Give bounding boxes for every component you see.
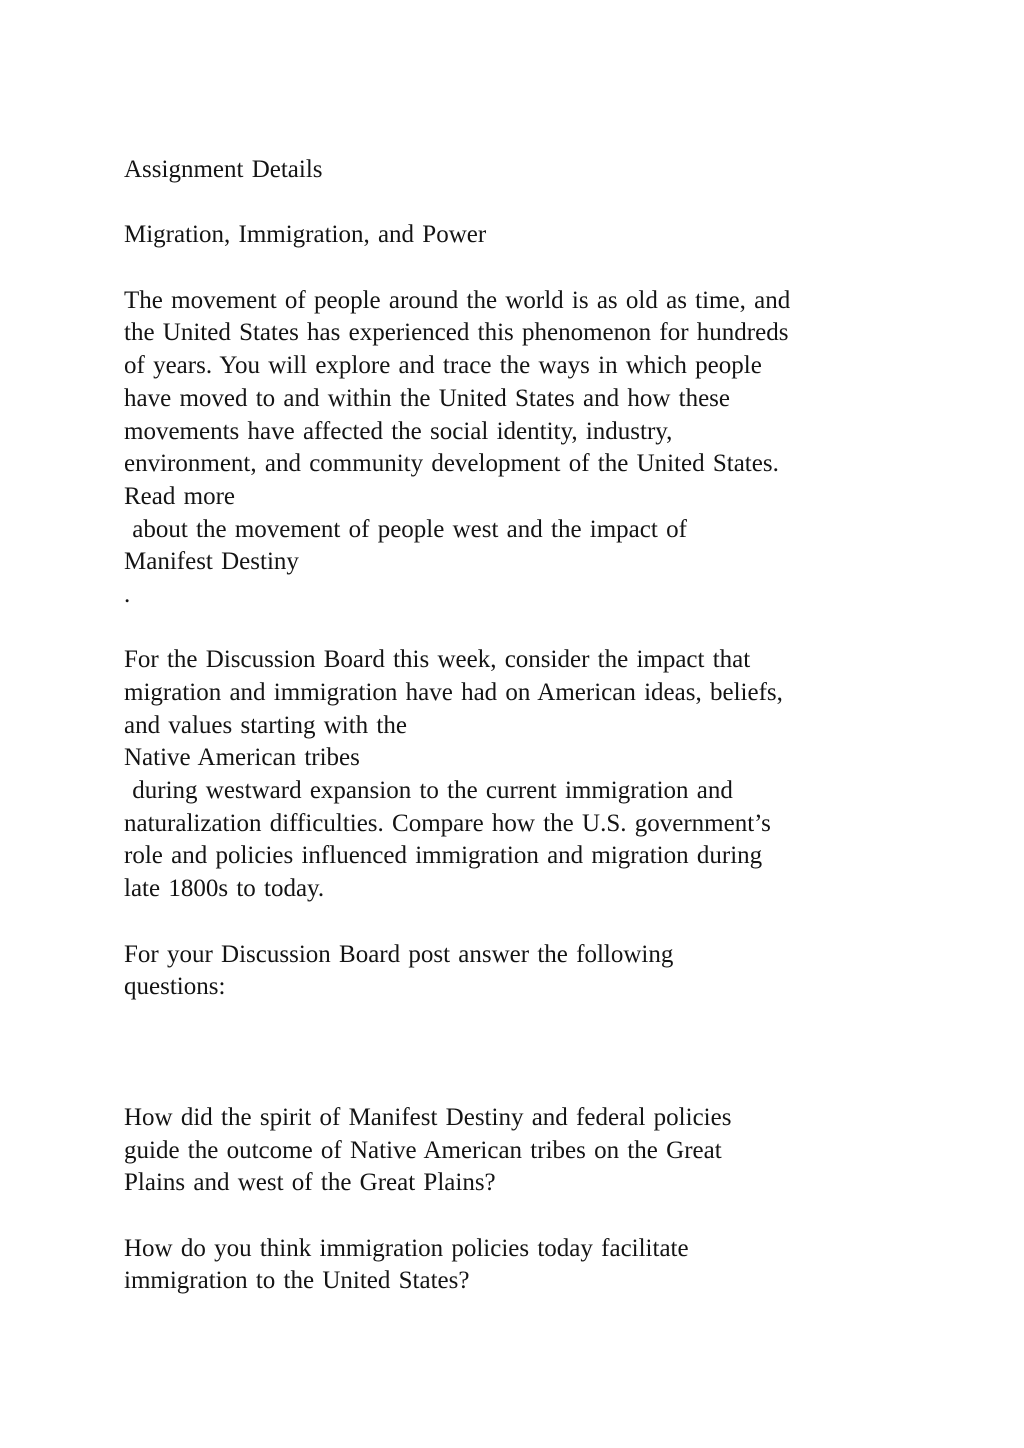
spacer xyxy=(124,906,944,939)
intro-paragraph xyxy=(124,285,944,612)
question-line: Plains and west of the Great Plains? xyxy=(124,1169,496,1197)
read-more-link[interactable]: Read more xyxy=(124,482,235,510)
spacer xyxy=(124,1037,944,1070)
spacer xyxy=(124,1004,944,1037)
discussion-line: For the Discussion Board this week, consider the impact that xyxy=(124,646,751,674)
prompt-line: For your Discussion Board post answer the following xyxy=(124,940,674,968)
spacer xyxy=(124,1200,944,1233)
assignment-heading: Assignment Details xyxy=(124,156,323,183)
question-line: guide the outcome of Native American tribes on the Great xyxy=(124,1136,722,1164)
native-american-tribes-link[interactable]: Native American tribes xyxy=(124,744,360,772)
discussion-paragraph xyxy=(124,644,944,906)
intro-line: The movement of people around the world is as old as time, and xyxy=(124,286,791,314)
discussion-line: migration and immigration have had on American ideas, beliefs, xyxy=(124,679,783,706)
question-1 xyxy=(124,1102,944,1200)
intro-line: the United States has experienced this phenomenon for hundreds xyxy=(124,319,789,347)
intro-line: environment, and community development of the United States. xyxy=(124,450,779,478)
discussion-line: during westward expansion to the current immigration and xyxy=(124,777,733,805)
discussion-line: and values starting with the xyxy=(124,711,407,739)
spacer xyxy=(124,252,944,285)
intro-line: . xyxy=(124,580,131,608)
question-line: How do you think immigration policies today facilitate xyxy=(124,1234,689,1262)
prompt-line: questions: xyxy=(124,973,226,1001)
manifest-destiny-link[interactable]: Manifest Destiny xyxy=(124,548,299,576)
question-line: How did the spirit of Manifest Destiny and federal policies xyxy=(124,1103,732,1131)
discussion-line: late 1800s to today. xyxy=(124,875,325,903)
document-body xyxy=(124,154,944,1298)
spacer xyxy=(124,187,944,220)
assignment-title: Migration, Immigration, and Power xyxy=(124,221,487,249)
intro-line: movements have affected the social identity, industry, xyxy=(124,417,673,445)
prompt-paragraph xyxy=(124,939,944,1004)
spacer xyxy=(124,612,944,645)
question-line: immigration to the United States? xyxy=(124,1267,470,1295)
intro-line: about the movement of people west and the impact of xyxy=(124,515,687,543)
question-2 xyxy=(124,1233,944,1298)
discussion-line: role and policies influenced immigration and migration during xyxy=(124,842,763,870)
spacer xyxy=(124,1069,944,1102)
intro-line: have moved to and within the United States and how these xyxy=(124,384,730,412)
intro-line: of years. You will explore and trace the ways in which people xyxy=(124,352,762,380)
discussion-line: naturalization difficulties. Compare how the U.S. government’s xyxy=(124,809,771,837)
